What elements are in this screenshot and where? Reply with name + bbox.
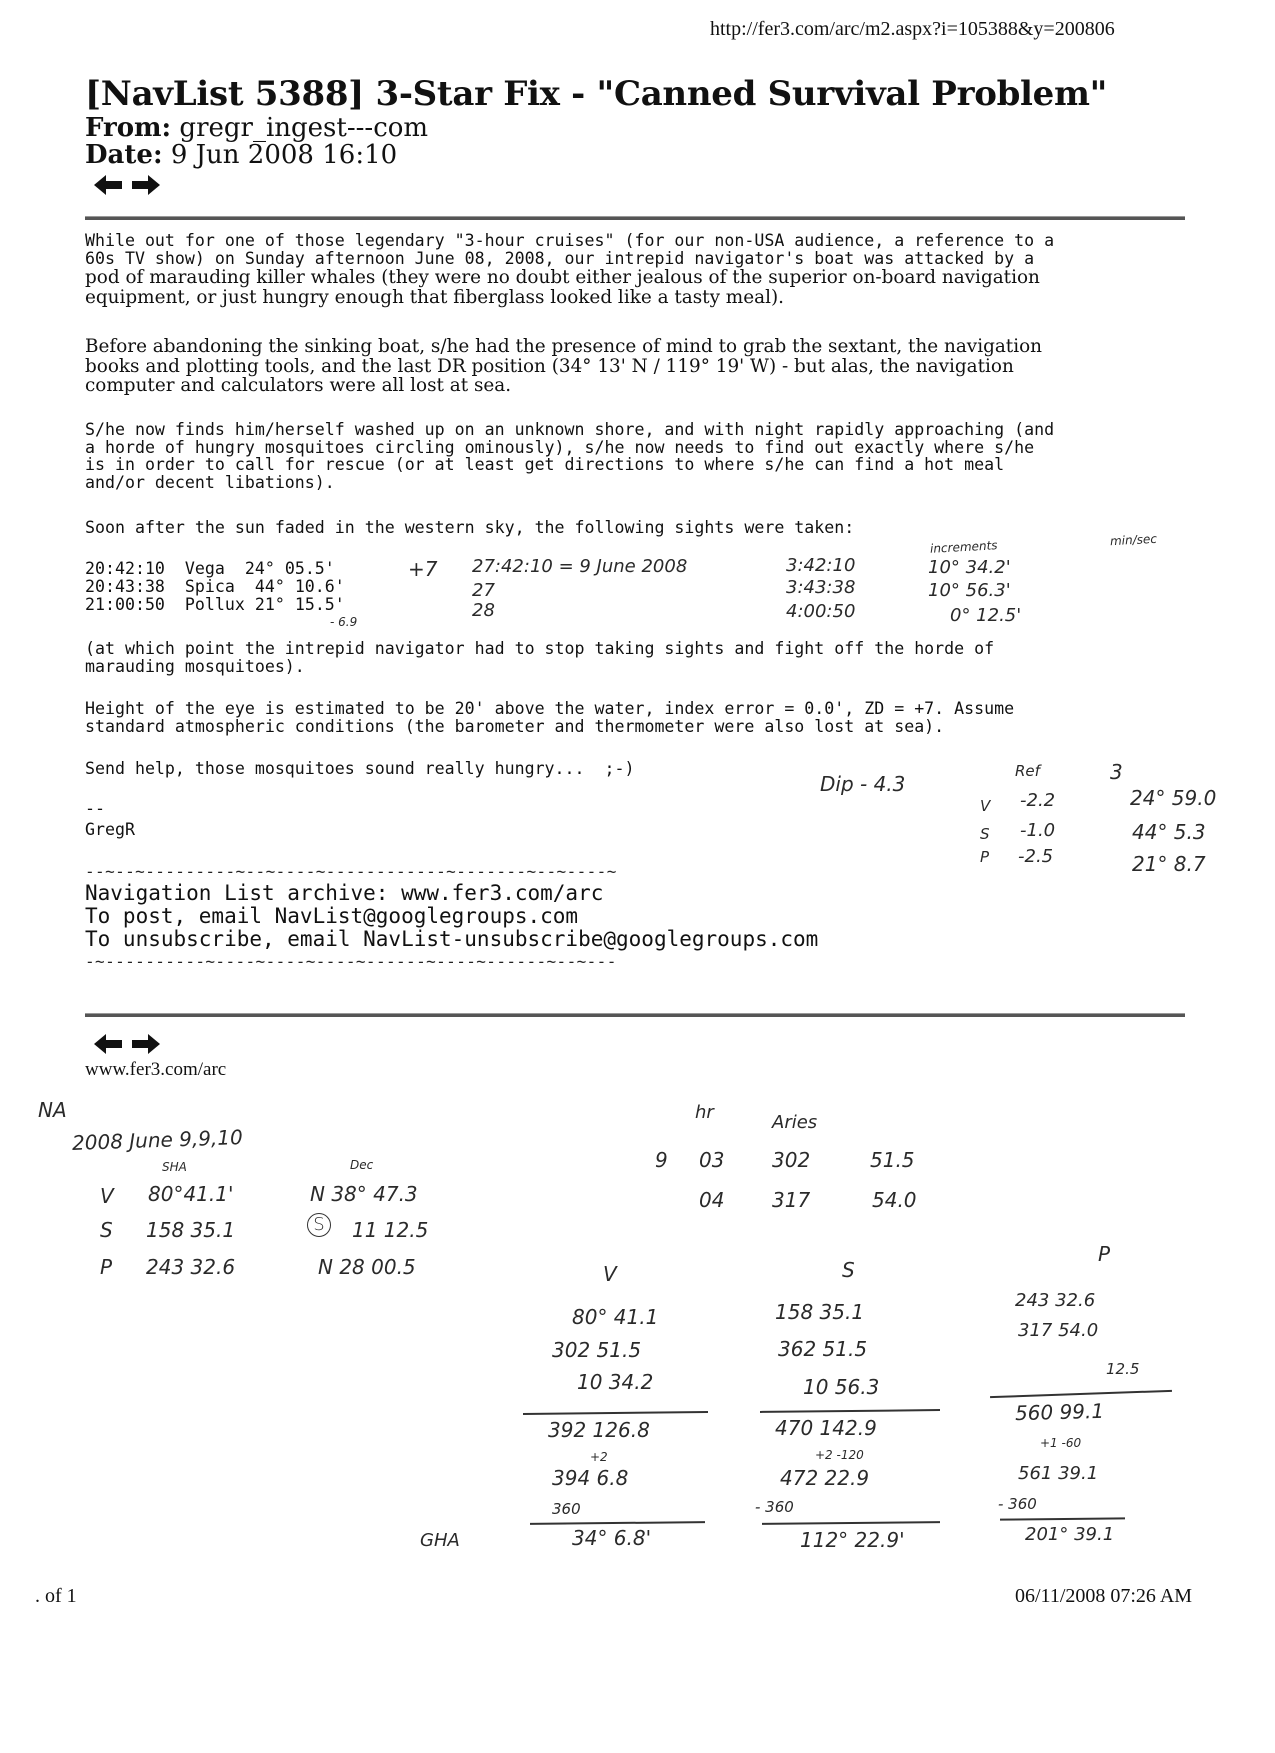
sight-row	[85, 577, 345, 596]
hand-na-date: 2008 June 9,9,10	[71, 1125, 244, 1155]
hand-gha-label: GHA	[420, 1530, 460, 1551]
hand-time-1: 3:42:10	[786, 555, 856, 576]
aries-min: 51.5	[870, 1148, 915, 1172]
hand-na-s-dec-circle	[307, 1213, 331, 1237]
hand-v-line: 10 34.2	[577, 1370, 654, 1394]
printed-timestamp: 06/11/2008 07:26 AM	[1015, 1585, 1193, 1607]
hand-s-sum: 470 142.9	[775, 1416, 877, 1440]
from-value: gregr_ingest---com	[179, 113, 429, 143]
hand-ref-v: -2.2	[1020, 790, 1056, 811]
hand-s-line: 362 51.5	[778, 1337, 868, 1361]
hand-col-p-header: P	[1098, 1242, 1111, 1266]
hand-v-minus: 360	[552, 1500, 581, 1518]
divider-top	[85, 216, 1185, 220]
nav-arrows-top	[92, 174, 162, 196]
paragraph-2: Before abandoning the sinking boat, s/he had the presence of mind to grab the sextant, the navigation books and plotting tools, and the last DR position (34° 13' N / 119° 19' W) - but alas, the navigation computer and calculators were all lost at sea.	[85, 336, 1042, 396]
hand-plus7: +7	[408, 557, 438, 581]
hand-aries-header: Aries	[772, 1112, 818, 1133]
sight-star: Spica	[184, 577, 235, 596]
footer-post-line: To post, email NavList@googlegroups.com	[85, 904, 579, 928]
hand-minsec-header: min/sec	[1109, 531, 1158, 549]
hand-s-carry: +2 -120	[815, 1448, 864, 1462]
message-title: [NavList 5388] 3-Star Fix - "Canned Survival Problem"	[85, 74, 1108, 114]
hand-sha-header: SHA	[162, 1160, 187, 1174]
hand-s-after: 472 22.9	[780, 1466, 870, 1490]
aries-deg: 317	[772, 1188, 811, 1212]
p-sum-rule	[990, 1390, 1172, 1398]
paragraph-4: Soon after the sun faded in the western sky, the following sights were taken:	[85, 518, 855, 537]
sight-time: 20:43:38	[85, 577, 165, 596]
footer-tilde-top: --~--~---------~--~----~------------~-------~--~----~	[85, 862, 617, 881]
sight-time: 21:00:50	[85, 595, 165, 614]
hand-na-v-label: V	[100, 1184, 114, 1208]
hand-p-gha: 201° 39.1	[1025, 1524, 1115, 1545]
hand-p-after: 561 39.1	[1018, 1463, 1099, 1484]
hand-na-p-label: P	[100, 1255, 113, 1279]
hand-dec-header: Dec	[350, 1158, 374, 1172]
hand-na: NA	[38, 1098, 67, 1122]
v-gha-rule	[530, 1521, 705, 1524]
hand-na-s-dec: 11 12.5	[352, 1218, 429, 1242]
paragraph-5: (at which point the intrepid navigator had to stop taking sights and fight off the horde of marauding mosquitoes).	[85, 639, 995, 676]
aries-minute: 04	[699, 1188, 725, 1212]
sight-alt: 21° 15.5'	[254, 595, 345, 614]
hand-s-line: 158 35.1	[775, 1300, 865, 1324]
hand-s-gha: 112° 22.9'	[800, 1528, 905, 1552]
paragraph-3: S/he now finds him/herself washed up on an unknown shore, and with night rapidly approaching (and a horde of hungry mosquitoes circling ominously), s/he now needs to find out exactly where s/he is in order to call for rescue (or at least get directions to where s/he can find a hot meal and/or decent libations).	[85, 420, 1055, 492]
hand-ho-v: 24° 59.0	[1130, 786, 1217, 810]
sight-star: Vega	[184, 559, 225, 578]
hand-v-gha: 34° 6.8'	[572, 1526, 652, 1550]
hand-s-line: 10 56.3	[803, 1375, 880, 1399]
page-count: . of 1	[35, 1585, 77, 1607]
footer-archive-line: Navigation List archive: www.fer3.com/arc	[85, 881, 604, 905]
hand-ref-v-label: V	[980, 797, 991, 815]
hand-p-minus: - 360	[998, 1495, 1037, 1513]
hand-gmt-date: 27:42:10 = 9 June 2008	[472, 556, 688, 577]
hand-na-v-dec: N 38° 47.3	[310, 1182, 418, 1206]
prev-arrow-icon[interactable]	[92, 1033, 124, 1055]
hand-na-p-dec: N 28 00.5	[318, 1255, 416, 1279]
s-gha-rule	[762, 1521, 940, 1524]
hand-hr-header: hr	[695, 1102, 714, 1123]
hand-v-after: 394 6.8	[552, 1466, 629, 1490]
next-arrow-icon[interactable]	[130, 174, 162, 196]
next-arrow-icon[interactable]	[130, 1033, 162, 1055]
sight-star: Pollux	[184, 595, 245, 614]
p-gha-rule	[1000, 1517, 1125, 1520]
paragraph-1b: pod of marauding killer whales (they were no doubt either jealous of the superior on-board navigation equipment, or just hungry enough that fiberglass looked like a tasty meal).	[85, 267, 1040, 308]
paragraph-7: Send help, those mosquitoes sound really hungry... ;-)	[85, 759, 635, 778]
hand-p-line: 317 54.0	[1018, 1320, 1099, 1341]
s-sum-rule	[760, 1409, 940, 1412]
hand-incr-1: 10° 34.2'	[928, 557, 1011, 578]
hand-dip: Dip - 4.3	[820, 772, 906, 796]
from-line	[85, 113, 428, 143]
footer-tilde-bottom: -~----------~----~----~----~------~----~------~--~---	[85, 952, 617, 971]
hand-v-carry: +2	[590, 1450, 608, 1464]
hand-v-line: 80° 41.1	[572, 1305, 659, 1329]
prev-arrow-icon[interactable]	[92, 174, 124, 196]
page-url: http://fer3.com/arc/m2.aspx?i=105388&y=200806	[710, 18, 1115, 40]
sight-alt: 44° 10.6'	[254, 577, 345, 596]
sight-row	[85, 559, 335, 578]
paragraph-6: Height of the eye is estimated to be 20' above the water, index error = 0.0', ZD = +7. Assume standard atmospheric conditions (the barometer and thermometer were also lost at sea).	[85, 699, 1015, 736]
hand-ref-p-label: P	[980, 848, 990, 866]
aries-min: 54.0	[872, 1188, 917, 1212]
aries-hour: 9	[655, 1148, 668, 1172]
hand-gmt-28: 28	[472, 600, 495, 621]
divider-bottom	[85, 1013, 1185, 1017]
hand-incr-2: 10° 56.3'	[928, 580, 1011, 601]
hand-p-line: 243 32.6	[1015, 1290, 1096, 1311]
from-label: From:	[85, 113, 172, 143]
hand-p-line: 12.5	[1106, 1360, 1140, 1378]
date-line	[85, 140, 397, 170]
hand-time-2: 3:43:38	[786, 577, 856, 598]
date-label: Date:	[85, 140, 163, 170]
sight-alt: 24° 05.5'	[244, 559, 335, 578]
hand-ho-p: 21° 8.7	[1132, 852, 1206, 876]
date-value: 9 Jun 2008 16:10	[170, 140, 398, 170]
hand-small-note: - 6.9	[330, 615, 358, 629]
hand-ref-header: Ref	[1015, 762, 1040, 780]
paragraph-1: While out for one of those legendary "3-hour cruises" (for our non-USA audience, a reference to a 60s TV show) on Sunday afternoon June 08, 2008, our intrepid navigator's boat was attacked by a	[85, 231, 1055, 268]
hand-na-v-sha: 80°41.1'	[148, 1182, 234, 1206]
hand-p-carry: +1 -60	[1040, 1436, 1082, 1450]
hand-ho-s: 44° 5.3	[1132, 820, 1206, 844]
circled-s: S	[307, 1213, 331, 1237]
hand-s-minus: - 360	[755, 1498, 794, 1516]
hand-na-p-sha: 243 32.6	[146, 1255, 236, 1279]
hand-ref-s: -1.0	[1020, 820, 1056, 841]
hand-ref-s-label: S	[980, 825, 990, 843]
hand-na-s-sha: 158 35.1	[146, 1218, 236, 1242]
aries-deg: 302	[772, 1148, 811, 1172]
hand-ho-header: 3	[1110, 760, 1123, 784]
footer-unsubscribe-line: To unsubscribe, email NavList-unsubscribe@googlegroups.com	[85, 927, 819, 951]
sight-row	[85, 595, 345, 614]
signature-dash: --	[85, 799, 105, 818]
hand-incr-3: 0° 12.5'	[950, 605, 1022, 626]
hand-col-s-header: S	[842, 1258, 855, 1282]
hand-ref-p: -2.5	[1018, 846, 1054, 867]
signature: GregR	[85, 820, 135, 839]
nav-arrows-bottom	[92, 1033, 162, 1055]
hand-v-sum: 392 126.8	[548, 1418, 650, 1442]
hand-gmt-27: 27	[472, 580, 495, 601]
sight-time: 20:42:10	[85, 559, 165, 578]
hand-increments-header: increments	[929, 538, 998, 556]
hand-na-s-label: S	[100, 1218, 113, 1242]
hand-col-v-header: V	[603, 1262, 617, 1286]
aries-minute: 03	[699, 1148, 725, 1172]
archive-link[interactable]: www.fer3.com/arc	[85, 1059, 227, 1080]
hand-time-3: 4:00:50	[786, 601, 856, 622]
hand-p-sum: 560 99.1	[1014, 1398, 1105, 1426]
hand-v-line: 302 51.5	[552, 1338, 642, 1362]
v-sum-rule	[523, 1411, 708, 1414]
